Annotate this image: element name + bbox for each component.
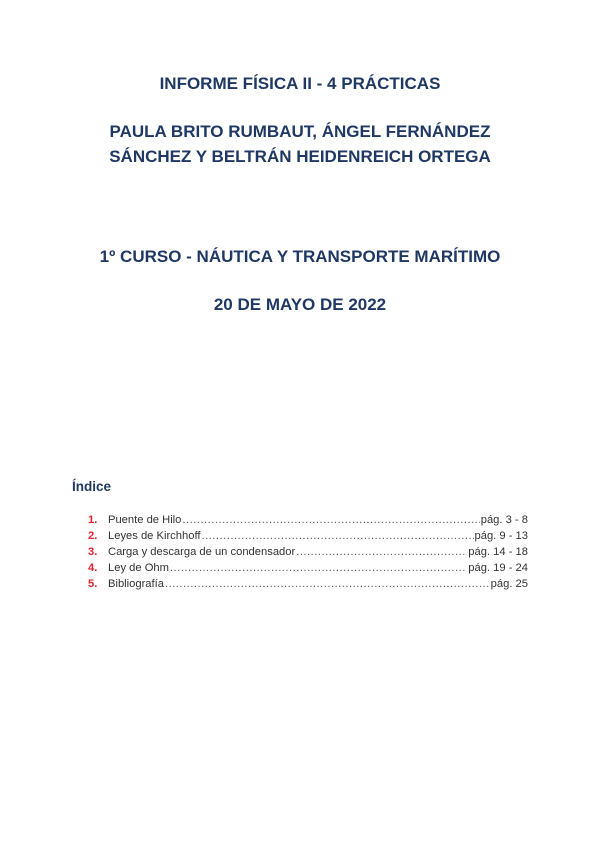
toc-item-pages: pág. 14 - 18 bbox=[468, 546, 528, 558]
table-of-contents bbox=[88, 514, 528, 594]
toc-item-ley-de-ohm[interactable] bbox=[88, 562, 528, 578]
toc-leader-dots bbox=[201, 530, 473, 542]
toc-leader-dots bbox=[296, 546, 467, 558]
toc-item-leyes-de-kirchhoff[interactable] bbox=[88, 530, 528, 546]
toc-item-pages: pág. 19 - 24 bbox=[468, 562, 528, 574]
authors-line-2: SÁNCHEZ Y BELTRÁN HEIDENREICH ORTEGA bbox=[109, 147, 491, 166]
toc-item-label: Leyes de Kirchhoff bbox=[108, 530, 201, 542]
index-heading: Índice bbox=[72, 479, 112, 494]
toc-item-condensador[interactable] bbox=[88, 546, 528, 562]
toc-item-pages: pág. 25 bbox=[490, 578, 528, 590]
toc-item-label: Puente de Hilo bbox=[108, 514, 182, 526]
authors-line-1: PAULA BRITO RUMBAUT, ÁNGEL FERNÁNDEZ bbox=[109, 122, 491, 141]
toc-item-pages: pág. 9 - 13 bbox=[474, 530, 528, 542]
toc-item-pages: pág. 3 - 8 bbox=[480, 514, 528, 526]
toc-leader-dots bbox=[165, 578, 490, 590]
report-title: INFORME FÍSICA II - 4 PRÁCTICAS bbox=[159, 74, 441, 93]
toc-item-label: Bibliografía bbox=[108, 578, 164, 590]
toc-item-number: 3. bbox=[88, 546, 98, 558]
toc-item-number: 2. bbox=[88, 530, 98, 542]
course-line: 1º CURSO - NÁUTICA Y TRANSPORTE MARÍTIMO bbox=[99, 247, 501, 266]
toc-item-number: 1. bbox=[88, 514, 98, 526]
toc-leader-dots bbox=[182, 514, 479, 526]
date-line: 20 DE MAYO DE 2022 bbox=[213, 295, 387, 314]
toc-item-number: 5. bbox=[88, 578, 98, 590]
toc-item-label: Carga y descarga de un condensador bbox=[108, 546, 296, 558]
toc-item-bibliografia[interactable] bbox=[88, 578, 528, 594]
toc-item-number: 4. bbox=[88, 562, 98, 574]
toc-leader-dots bbox=[170, 562, 467, 574]
toc-item-label: Ley de Ohm bbox=[108, 562, 169, 574]
toc-item-puente-de-hilo[interactable] bbox=[88, 514, 528, 530]
